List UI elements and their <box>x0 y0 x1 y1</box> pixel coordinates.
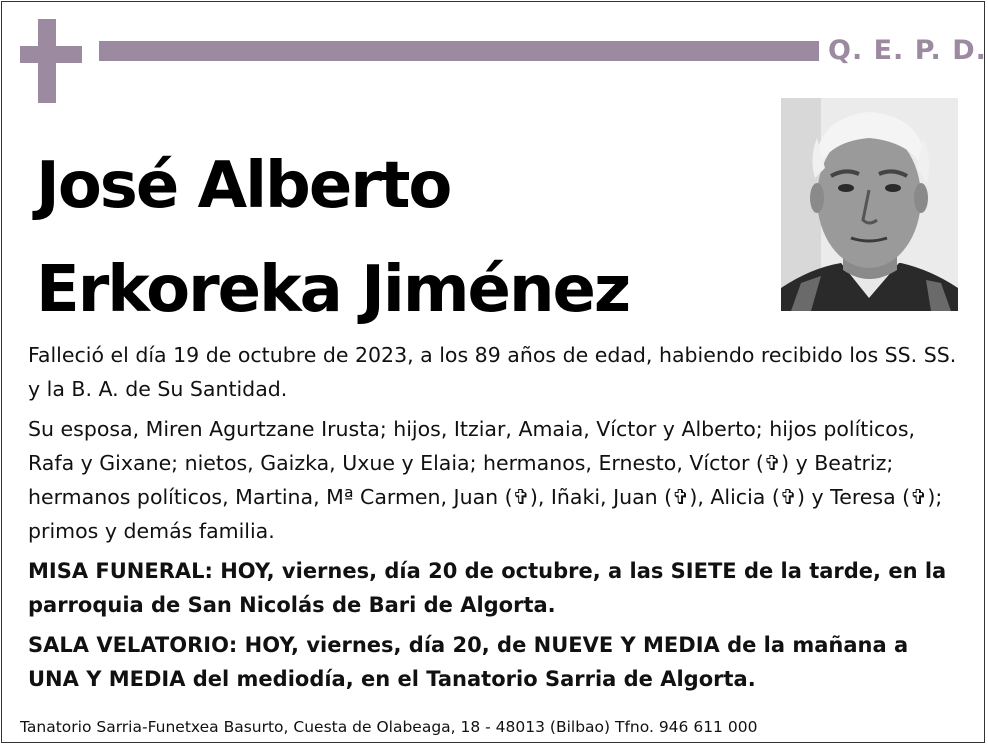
funeral-home-footer: Tanatorio Sarria-Funetxea Basurto, Cuesta de Olabeaga, 18 - 48013 (Bilbao) Tfno. 946 611 000 <box>20 718 758 736</box>
wake-room-paragraph: SALA VELATORIO: HOY, viernes, día 20, de NUEVE Y MEDIA de la mañana a UNA Y MEDIA del mediodía, en el Tanatorio Sarria de Algorta. <box>28 633 909 691</box>
portrait-icon <box>781 98 958 311</box>
family-paragraph: Su esposa, Miren Agurtzane Irusta; hijos, Itziar, Amaia, Víctor y Alberto; hijos políticos, Rafa y Gixane; nietos, Gaizka, Uxue y Elaia; hermanos, Ernesto, Víctor (✞) y Beatriz; hermanos políticos, Martina, Mª Carmen, Juan (✞), Iñaki, Juan (✞), Alicia (✞) y Teresa (✞); primos y demás familia. <box>28 417 943 543</box>
obituary-notice <box>1 1 985 743</box>
portrait-photo <box>781 98 958 311</box>
header-rule <box>99 41 819 61</box>
funeral-mass-paragraph: MISA FUNERAL: HOY, viernes, día 20 de octubre, a las SIETE de la tarde, en la parroquia de San Nicolás de Bari de Algorta. <box>28 559 947 617</box>
deceased-name <box>36 134 629 342</box>
cross-icon <box>20 19 82 103</box>
death-notice-paragraph: Falleció el día 19 de octubre de 2023, a los 89 años de edad, habiendo recibido los SS. SS. y la B. A. de Su Santidad. <box>28 343 957 401</box>
name-line-2: Erkoreka Jiménez <box>36 253 630 327</box>
qepd-label: Q. E. P. D. <box>828 35 987 66</box>
obituary-body <box>28 338 958 702</box>
name-line-1: José Alberto <box>36 149 451 223</box>
